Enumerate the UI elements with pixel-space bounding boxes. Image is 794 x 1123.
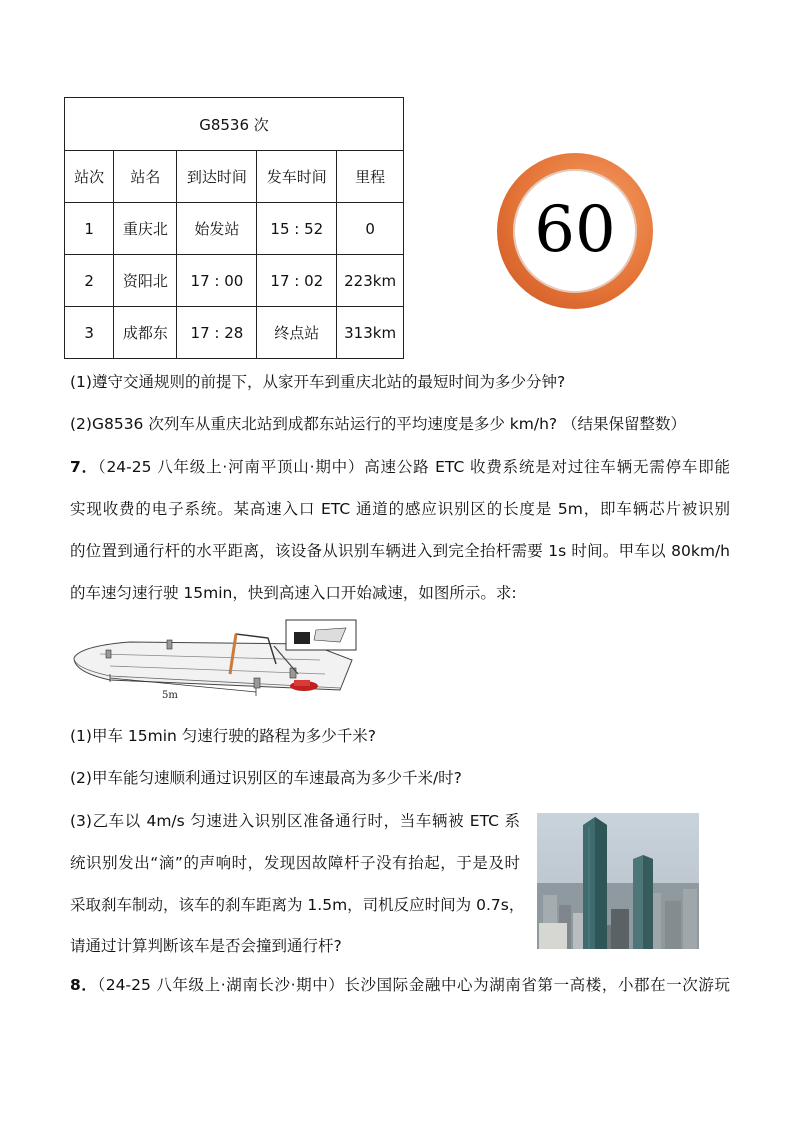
table-header-row	[65, 151, 404, 203]
table-row	[65, 255, 404, 307]
train-timetable	[64, 97, 404, 359]
table-cell: 2	[65, 255, 114, 307]
table-cell: 1	[65, 203, 114, 255]
question-7-part-3-line-3: 采取刹车制动，该车的刹车距离为 1.5m，司机反应时间为 0.7s，	[70, 896, 525, 914]
question-text: （24-25 八年级上·湖南长沙·期中）长沙国际金融中心为湖南省第一高楼，小郡在一次游玩	[97, 976, 730, 994]
table-header: 站次	[65, 151, 114, 203]
table-cell: 资阳北	[114, 255, 177, 307]
table-header: 里程	[337, 151, 404, 203]
question-6-part-1: (1)遵守交通规则的前提下，从家开车到重庆北站的最短时间为多少分钟?	[70, 373, 566, 391]
table-cell: 始发站	[177, 203, 257, 255]
table-row	[65, 203, 404, 255]
table-cell: 重庆北	[114, 203, 177, 255]
table-row	[65, 307, 404, 359]
table-header: 站名	[114, 151, 177, 203]
question-6-part-2: (2)G8536 次列车从重庆北站到成都东站运行的平均速度是多少 km/h? （结果保留整数）	[70, 415, 687, 433]
table-title: G8536 次	[65, 98, 404, 151]
table-cell: 终点站	[257, 307, 337, 359]
question-8-line-1	[70, 975, 730, 995]
question-7-part-3-line-1: (3)乙车以 4m/s 匀速进入识别区准备通行时，当车辆被 ETC 系	[70, 812, 520, 830]
question-7-line-4: 的车速匀速行驶 15min，快到高速入口开始减速，如图所示。求:	[70, 584, 517, 602]
question-7-part-2: (2)甲车能匀速顺利通过识别区的车速最高为多少千米/时?	[70, 769, 462, 787]
table-header: 发车时间	[257, 151, 337, 203]
speed-limit-sign	[497, 153, 653, 309]
question-number: 7．	[70, 458, 98, 476]
table-cell: 成都东	[114, 307, 177, 359]
table-cell: 223km	[337, 255, 404, 307]
table-cell: 15 : 52	[257, 203, 337, 255]
table-cell: 313km	[337, 307, 404, 359]
table-cell: 17 : 28	[177, 307, 257, 359]
question-text: （24-25 八年级上·河南平顶山·期中）高速公路 ETC 收费系统是对过往车辆无需停车即能	[97, 458, 730, 476]
speed-limit-sign-face	[513, 169, 637, 293]
question-number: 8．	[70, 976, 98, 994]
question-7-line-3: 的位置到通行杆的水平距离，该设备从识别车辆进入到完全抬杆需要 1s 时间。甲车以 80km/h	[70, 542, 730, 560]
question-7-line-1	[70, 457, 730, 477]
speed-limit-value: 60	[534, 193, 616, 267]
city-skyline-photo	[537, 813, 699, 949]
etc-distance-label: 5m	[162, 690, 178, 701]
question-7-part-3-line-4: 请通过计算判断该车是否会撞到通行杆?	[70, 937, 342, 955]
question-7-part-1: (1)甲车 15min 匀速行驶的路程为多少千米?	[70, 727, 376, 745]
table-cell: 3	[65, 307, 114, 359]
question-7-part-3-line-2: 统识别发出“滴”的声响时，发现因故障杆子没有抬起，于是及时	[70, 854, 520, 872]
table-header: 到达时间	[177, 151, 257, 203]
table-cell: 17 : 02	[257, 255, 337, 307]
etc-lane-illustration	[70, 616, 360, 706]
table-cell: 17 : 00	[177, 255, 257, 307]
question-7-line-2: 实现收费的电子系统。某高速入口 ETC 通道的感应识别区的长度是 5m，即车辆芯片被识别	[70, 500, 730, 518]
table-cell: 0	[337, 203, 404, 255]
